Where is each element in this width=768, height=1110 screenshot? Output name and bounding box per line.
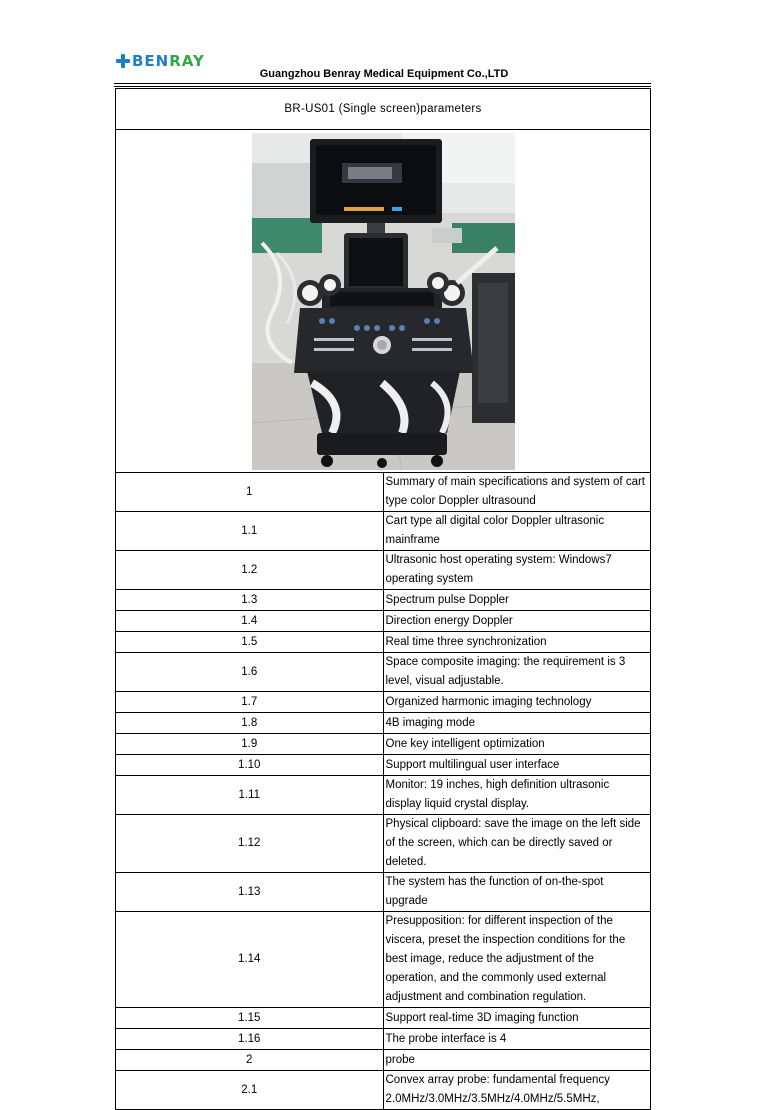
- spec-row: [116, 653, 651, 692]
- spec-row: [116, 1029, 651, 1050]
- spec-table: [115, 88, 651, 1110]
- spec-row-number: 1.13: [116, 873, 384, 912]
- spec-row-text: Presupposition: for different inspection of the viscera, preset the inspection conditions for the best image, reduce the adjustment of the operation, and the commonly used external adjustment and combination regulation.: [383, 912, 651, 1008]
- spec-row-number: 1.16: [116, 1029, 384, 1050]
- spec-row: [116, 912, 651, 1008]
- spec-row-number: 1.10: [116, 755, 384, 776]
- spec-row: [116, 590, 651, 611]
- spec-row-number: 1.7: [116, 692, 384, 713]
- spec-row-number: 1.11: [116, 776, 384, 815]
- spec-row-text: Convex array probe: fundamental frequency 2.0MHz/3.0MHz/3.5MHz/4.0MHz/5.5MHz,: [383, 1071, 651, 1110]
- spec-row: [116, 1071, 651, 1110]
- spec-row-text: The system has the function of on-the-spot upgrade: [383, 873, 651, 912]
- spec-row: [116, 873, 651, 912]
- logo-text-ben: BEN: [132, 52, 170, 70]
- ultrasound-machine-photo: [252, 133, 515, 470]
- spec-row-text: Spectrum pulse Doppler: [383, 590, 651, 611]
- spec-row: [116, 512, 651, 551]
- spec-row-number: 1: [116, 473, 384, 512]
- spec-row-number: 1.15: [116, 1008, 384, 1029]
- spec-row-number: 1.2: [116, 551, 384, 590]
- header-divider: [114, 83, 651, 84]
- spec-row-text: Organized harmonic imaging technology: [383, 692, 651, 713]
- spec-row: [116, 815, 651, 873]
- spec-row-text: One key intelligent optimization: [383, 734, 651, 755]
- logo-text-ray: RAY: [169, 52, 205, 70]
- spec-row-text: Monitor: 19 inches, high definition ultrasonic display liquid crystal display.: [383, 776, 651, 815]
- spec-row-text: probe: [383, 1050, 651, 1071]
- spec-row-number: 1.8: [116, 713, 384, 734]
- spec-row-number: 2: [116, 1050, 384, 1071]
- spec-row: [116, 776, 651, 815]
- spec-rows: [116, 473, 651, 1110]
- spec-row-number: 1.1: [116, 512, 384, 551]
- spec-row: [116, 755, 651, 776]
- spec-row: [116, 713, 651, 734]
- document-title: BR-US01 (Single screen)parameters: [116, 89, 651, 130]
- header-divider-secondary: [114, 86, 651, 87]
- spec-row-text: Ultrasonic host operating system: Windows7 operating system: [383, 551, 651, 590]
- spec-row-text: Support multilingual user interface: [383, 755, 651, 776]
- spec-row: [116, 692, 651, 713]
- product-photo-cell: [116, 130, 651, 473]
- spec-row: [116, 1008, 651, 1029]
- spec-row-number: 1.5: [116, 632, 384, 653]
- spec-row-number: 1.3: [116, 590, 384, 611]
- spec-row: [116, 473, 651, 512]
- spec-row-number: 1.12: [116, 815, 384, 873]
- spec-row-text: Physical clipboard: save the image on the left side of the screen, which can be directly saved or deleted.: [383, 815, 651, 873]
- spec-row: [116, 632, 651, 653]
- spec-row-text: The probe interface is 4: [383, 1029, 651, 1050]
- company-name: Guangzhou Benray Medical Equipment Co.,LTD: [259, 68, 509, 80]
- spec-row-number: 1.6: [116, 653, 384, 692]
- spec-row: [116, 611, 651, 632]
- spec-row-number: 1.9: [116, 734, 384, 755]
- spec-row-number: 2.1: [116, 1071, 384, 1110]
- spec-row-text: Support real-time 3D imaging function: [383, 1008, 651, 1029]
- spec-row-number: 1.4: [116, 611, 384, 632]
- medical-cross-icon: [116, 54, 130, 68]
- spec-row: [116, 551, 651, 590]
- spec-row-text: Cart type all digital color Doppler ultrasonic mainframe: [383, 512, 651, 551]
- spec-row: [116, 734, 651, 755]
- spec-row-text: Space composite imaging: the requirement is 3 level, visual adjustable.: [383, 653, 651, 692]
- spec-row-text: Direction energy Doppler: [383, 611, 651, 632]
- spec-row: [116, 1050, 651, 1071]
- spec-row-text: Summary of main specifications and system of cart type color Doppler ultrasound: [383, 473, 651, 512]
- spec-row-text: Real time three synchronization: [383, 632, 651, 653]
- spec-row-text: 4B imaging mode: [383, 713, 651, 734]
- spec-row-number: 1.14: [116, 912, 384, 1008]
